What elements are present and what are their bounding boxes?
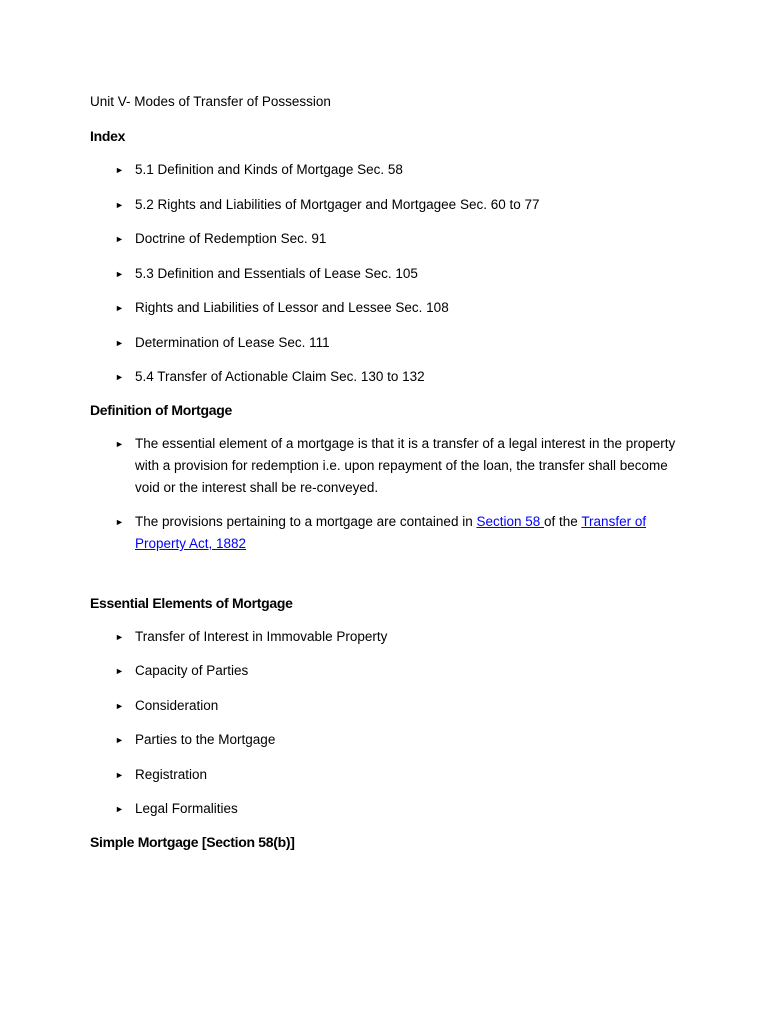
bullet-icon: ►	[115, 199, 124, 210]
list-item	[90, 511, 680, 555]
transfer-of-property-act-link[interactable]: Transfer of Property Act, 1882	[135, 514, 647, 551]
spacer	[90, 568, 680, 594]
document-content	[90, 93, 680, 865]
bullet-icon: ►	[115, 337, 124, 348]
list-item	[90, 332, 680, 354]
index-list	[90, 159, 680, 388]
essential-item-text: Registration	[135, 766, 208, 782]
index-item-text: 5.1 Definition and Kinds of Mortgage Sec. 58	[135, 162, 403, 177]
list-item	[90, 366, 680, 388]
bullet-icon: ►	[115, 666, 124, 676]
bullet-icon: ►	[115, 517, 124, 527]
definition-list	[90, 433, 680, 556]
list-item	[90, 297, 680, 319]
definition-heading: Definition of Mortgage	[90, 401, 232, 418]
list-item	[90, 660, 680, 682]
provisions-middle-text: of the	[544, 514, 582, 529]
essentials-list	[90, 626, 680, 821]
bullet-icon: ►	[115, 303, 124, 313]
list-item	[90, 159, 680, 181]
definition-text: The essential element of a mortgage is that it is a transfer of a legal interest in the property with a provision for redemption i.e. upon repayment of the loan, the transfer shall become void or the interest shall be re-conveyed.	[135, 435, 676, 495]
list-item	[90, 263, 680, 285]
essentials-heading: Essential Elements of Mortgage	[90, 594, 293, 611]
bullet-icon: ►	[115, 631, 124, 642]
list-item	[90, 228, 680, 250]
index-item-text: 5.3 Definition and Essentials of Lease Sec. 105	[135, 265, 418, 281]
bullet-icon: ►	[115, 268, 124, 279]
essential-item-text: Capacity of Parties	[135, 663, 249, 678]
index-heading: Index	[90, 128, 126, 144]
document-title: Unit V- Modes of Transfer of Possession	[90, 94, 331, 109]
list-item	[90, 764, 680, 786]
bullet-icon: ►	[115, 234, 124, 244]
essential-item-text: Parties to the Mortgage	[135, 732, 276, 747]
bullet-icon: ►	[115, 769, 124, 780]
index-item-text: Rights and Liabilities of Lessor and Lessee Sec. 108	[135, 300, 449, 315]
bullet-icon: ►	[115, 372, 124, 382]
bullet-icon: ►	[115, 700, 124, 711]
bullet-icon: ►	[115, 804, 124, 814]
list-item	[90, 433, 680, 499]
list-item	[90, 729, 680, 751]
index-item-text: 5.4 Transfer of Actionable Claim Sec. 130 to 132	[135, 369, 425, 384]
essential-item-text: Legal Formalities	[135, 801, 238, 816]
section-58-link[interactable]: Section 58	[476, 514, 545, 529]
essential-item-text: Transfer of Interest in Immovable Property	[135, 628, 388, 644]
list-item	[90, 798, 680, 820]
index-item-text: Determination of Lease Sec. 111	[135, 334, 330, 350]
index-item-text: 5.2 Rights and Liabilities of Mortgager and Mortgagee Sec. 60 to 77	[135, 196, 540, 212]
bullet-icon: ►	[115, 735, 124, 745]
essential-item-text: Consideration	[135, 697, 219, 713]
index-item-text: Doctrine of Redemption Sec. 91	[135, 231, 327, 246]
list-item	[90, 194, 680, 216]
list-item	[90, 626, 680, 648]
list-item	[90, 695, 680, 717]
provisions-prefix-text: The provisions pertaining to a mortgage are contained in	[135, 514, 477, 529]
simple-mortgage-heading: Simple Mortgage [Section 58(b)]	[90, 833, 295, 850]
bullet-icon: ►	[115, 438, 124, 449]
bullet-icon: ►	[115, 165, 124, 175]
